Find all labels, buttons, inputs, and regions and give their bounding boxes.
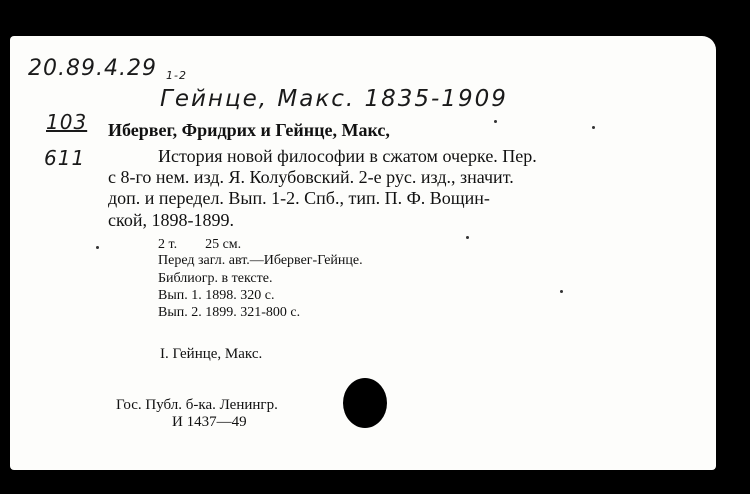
tracing: I. Гейнце, Макс.: [160, 346, 263, 362]
call-number-top: 20.89.4.29: [28, 56, 157, 81]
scan-speck: [560, 290, 563, 293]
scan-speck: [96, 246, 99, 249]
printing-code: И 1437—49: [172, 414, 247, 430]
title-line-3: доп. и передел. Вып. 1-2. Спб., тип. П. Ф. Вощин-: [108, 188, 490, 208]
note-volume-1: Вып. 1. 1898. 320 с.: [158, 288, 275, 303]
title-line-2: с 8-го нем. изд. Я. Колубовский. 2-е рус. изд., значит.: [108, 167, 514, 187]
scan-speck: [592, 126, 595, 129]
scan-speck: [494, 120, 497, 123]
library-name: Гос. Публ. б-ка. Ленингр.: [116, 397, 278, 413]
note-author: Перед загл. авт.—Ибервег-Гейнце.: [158, 253, 363, 268]
note-extent: 2 т. 25 см.: [158, 237, 242, 252]
shelf-number-b: 611: [44, 146, 86, 170]
title-line-1: История новой философии в сжатом очерке. Пер.: [158, 146, 537, 166]
main-heading: Ибервег, Фридрих и Гейнце, Макс,: [108, 120, 390, 140]
call-number-suffix: 1-2: [166, 69, 187, 82]
shelf-number-a: 103: [46, 110, 88, 134]
handwritten-heading: Гейнце, Макс. 1835-1909: [160, 86, 508, 112]
scan-speck: [466, 236, 469, 239]
punch-hole: [343, 378, 387, 428]
note-bibliography: Библиогр. в тексте.: [158, 271, 273, 286]
note-volume-2: Вып. 2. 1899. 321-800 с.: [158, 305, 301, 320]
title-line-4: ской, 1898-1899.: [108, 210, 234, 230]
